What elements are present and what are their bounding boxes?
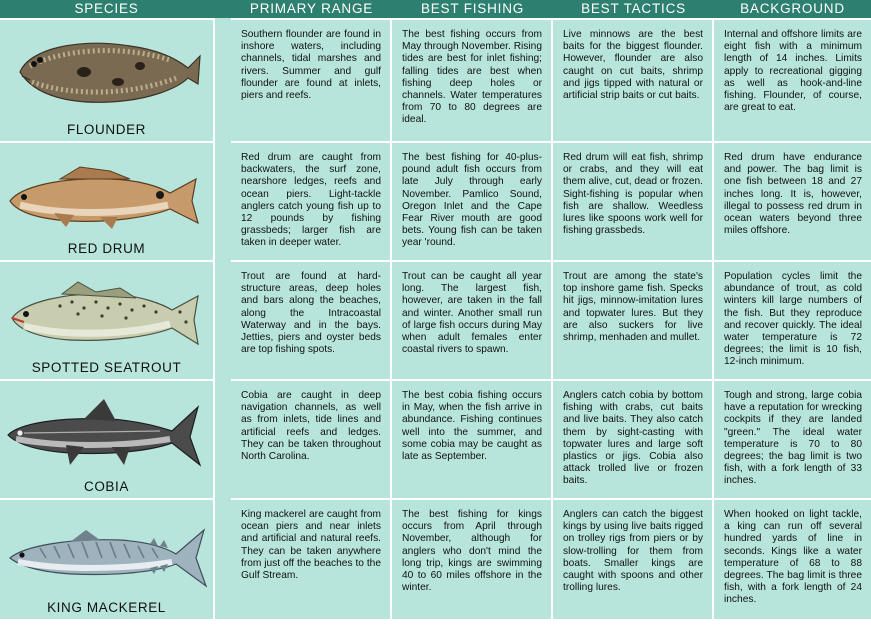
- fishing-cell-cobia: [392, 381, 551, 498]
- fishing-text: The best cobia fishing occurs in May, when the fish arrive in abundance. Fishing continues well into the summer, and some cobia may be caught as late as September.: [402, 390, 542, 463]
- background-text: Tough and strong, large cobia have a reputation for wrecking cockpits if they are landed "green." The ideal water temperature is 70 to 80 degrees; the bag limit is two fish, with a fork length of 33 inches.: [724, 390, 862, 487]
- range-text: King mackerel are caught from ocean piers and near inlets and artificial and natural reefs. They can be taken anywhere from just off the beaches to the Gulf Stream.: [241, 509, 381, 582]
- species-name: RED DRUM: [67, 241, 146, 256]
- range-cell-flounder: [231, 20, 390, 141]
- range-text: Trout are found at hard-structure areas, deep holes and bars along the beaches, along the Intracoastal Waterway and in the bays. Jetties, piers and oyster beds are top fishing spots.: [241, 271, 381, 356]
- fishing-text: The best fishing for 40-plus-pound adult fish occurs from late July through early November. Pamlico Sound, Oregon Inlet and the Cape Fear River mouth are good bets. Young fish can be taken year 'round.: [402, 152, 542, 249]
- king-mackerel-fish-icon: [0, 500, 213, 600]
- background-text: Red drum have endurance and power. The bag limit is one fish between 18 and 27 inches long. It is, however, illegal to possess red drum in ocean waters beyond three miles offshore.: [724, 152, 862, 237]
- background-text: Population cycles limit the abundance of trout, as cold winters kill large numbers of the fish. But they reproduce and recover quickly. The ideal water temperature is 72 degrees; the limit is 10 fish, 12-inch minimum.: [724, 271, 862, 368]
- species-cell-flounder: [0, 20, 213, 141]
- range-cell-spotted-seatrout: [231, 262, 390, 379]
- range-text: Cobia are caught in deep navigation channels, as well as from inlets, tide lines and artificial reefs and ledges. They can be taken throughout North Carolina.: [241, 390, 381, 463]
- tactics-cell-king-mackerel: [553, 500, 712, 619]
- species-name: COBIA: [83, 479, 129, 494]
- species-cell-cobia: [0, 381, 213, 498]
- header-species: SPECIES: [0, 0, 213, 18]
- background-text: Internal and offshore limits are eight fish with a minimum length of 14 inches. Limits apply to recreational gigging as well as hook-and-line fishing. Flounder, of course, are great to eat.: [724, 29, 862, 114]
- red-drum-fish-icon: [0, 143, 213, 243]
- column-separator: [213, 18, 231, 619]
- background-cell-flounder: [714, 20, 871, 141]
- tactics-text: Trout are among the state's top inshore game fish. Specks hit jigs, minnow-imitation lures and topwater lures. But they are also suckers for live shrimp, menhaden and mullet.: [563, 271, 703, 344]
- tactics-cell-cobia: [553, 381, 712, 498]
- header-best-fishing: BEST FISHING: [392, 0, 553, 18]
- tactics-cell-spotted-seatrout: [553, 262, 712, 379]
- range-cell-cobia: [231, 381, 390, 498]
- species-name: FLOUNDER: [66, 122, 147, 137]
- range-cell-red-drum: [231, 143, 390, 260]
- range-text: Red drum are caught from backwaters, the surf zone, nearshore ledges, reefs and ocean piers. Light-tackle anglers catch young fish up to 12 pounds by fishing grassbeds; larger fish are taken in deeper water.: [241, 152, 381, 249]
- fishing-cell-red-drum: [392, 143, 551, 260]
- fishing-cell-king-mackerel: [392, 500, 551, 619]
- spotted-seatrout-fish-icon: [0, 262, 213, 362]
- fishing-text: The best fishing for kings occurs from April through November, although for anglers who don't mind the long trip, kings are swimming 40 to 60 miles offshore in the winter.: [402, 509, 542, 594]
- tactics-text: Red drum will eat fish, shrimp or crabs, and they will eat them alive, cut, dead or frozen. Sight-fishing is popular when fish are shallow. Weedless lures like spoons work well for fishing grassbeds.: [563, 152, 703, 237]
- species-cell-spotted-seatrout: [0, 262, 213, 379]
- header-background: BACKGROUND: [714, 0, 871, 18]
- fishing-cell-flounder: [392, 20, 551, 141]
- header-gap: [213, 0, 231, 18]
- range-cell-king-mackerel: [231, 500, 390, 619]
- cobia-fish-icon: [0, 381, 213, 481]
- fishing-cell-spotted-seatrout: [392, 262, 551, 379]
- fishing-text: Trout can be caught all year long. The largest fish, however, are taken in the fall and winter. Another small run of large fish occurs during May when adult females enter coastal rivers to spawn.: [402, 271, 542, 356]
- background-cell-red-drum: [714, 143, 871, 260]
- species-cell-red-drum: [0, 143, 213, 260]
- species-cell-king-mackerel: [0, 500, 213, 619]
- tactics-text: Anglers catch cobia by bottom fishing with crabs, cut baits and live baits. They also catch them by sight-casting with topwater lures and large soft plastics or jigs. Cobia also attack trolled live or frozen baits.: [563, 390, 703, 487]
- species-name: SPOTTED SEATROUT: [31, 360, 182, 375]
- background-cell-cobia: [714, 381, 871, 498]
- tactics-cell-flounder: [553, 20, 712, 141]
- flounder-fish-icon: [0, 20, 213, 120]
- header-primary-range: PRIMARY RANGE: [231, 0, 392, 18]
- species-name: KING MACKEREL: [47, 600, 166, 615]
- background-cell-spotted-seatrout: [714, 262, 871, 379]
- header-best-tactics: BEST TACTICS: [553, 0, 714, 18]
- tactics-text: Live minnows are the best baits for the biggest flounder. However, flounder are also caught on cut baits, shrimp and jigs tipped with natural or artificial strip baits or cut baits.: [563, 29, 703, 102]
- fishing-text: The best fishing occurs from May through November. Rising tides are best for inlet fishing; falling tides are best when fishing deep holes or channels. Water temperatures from 70 to 80 degrees are ideal.: [402, 29, 542, 126]
- background-text: When hooked on light tackle, a king can run off several hundred yards of line in seconds. Kings like a water temperature of 68 to 88 degrees. The bag limit is three fish, with a fork length of 24 inches.: [724, 509, 862, 606]
- tactics-text: Anglers can catch the biggest kings by using live baits rigged on trolley rigs from piers or by slow-trolling for them from boats. Smaller kings are caught with spoons and other trolling lures.: [563, 509, 703, 594]
- tactics-cell-red-drum: [553, 143, 712, 260]
- background-cell-king-mackerel: [714, 500, 871, 619]
- range-text: Southern flounder are found in inshore waters, including channels, tidal marshes and rivers. Summer and gulf flounder are found at inlets, piers and reefs.: [241, 29, 381, 102]
